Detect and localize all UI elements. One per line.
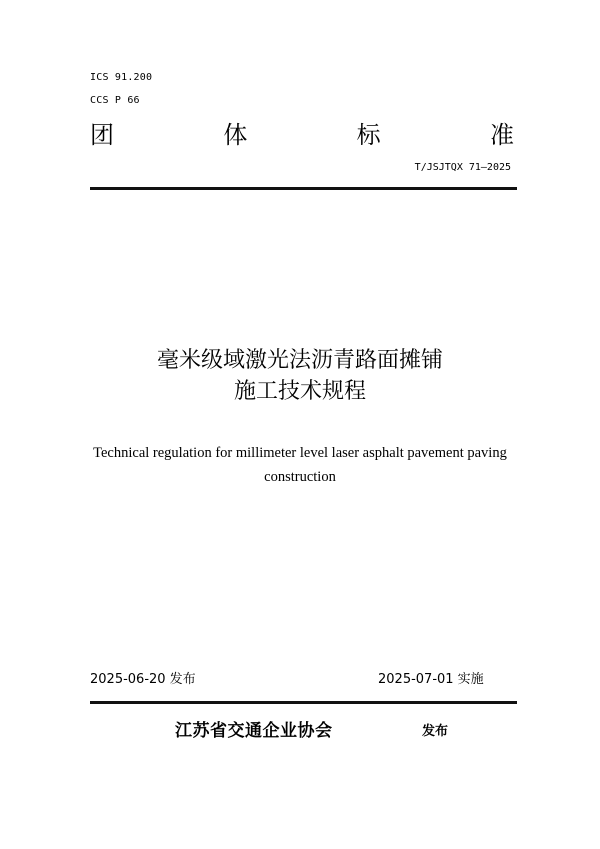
chinese-title [0,345,600,407]
bottom-divider [90,701,517,704]
ccs-code: CCS P 66 [90,95,140,106]
chinese-title-line-1: 毫米级域激光法沥青路面摊铺 [156,348,443,373]
english-title [0,441,600,489]
publishing-organization: 江苏省交通企业协会 [175,721,333,741]
english-title-line-2: construction [264,469,336,485]
publish-date: 2025-06-20 发布 [90,672,196,687]
ics-code: ICS 91.200 [90,72,153,83]
english-title-line-1: Technical regulation for millimeter level laser asphalt pavement paving [93,445,507,461]
publish-label: 发布 [422,724,449,739]
standard-type-char: 标 [356,121,381,149]
chinese-title-line-2: 施工技术规程 [233,379,366,404]
top-divider [90,187,517,190]
standard-type-char: 体 [223,121,248,149]
implementation-date: 2025-07-01 实施 [378,672,484,687]
standard-code: T/JSJTQX 71—2025 [414,162,511,173]
standard-type-heading [90,115,514,150]
standard-type-char: 准 [489,121,514,149]
standard-type-char: 团 [90,121,114,149]
